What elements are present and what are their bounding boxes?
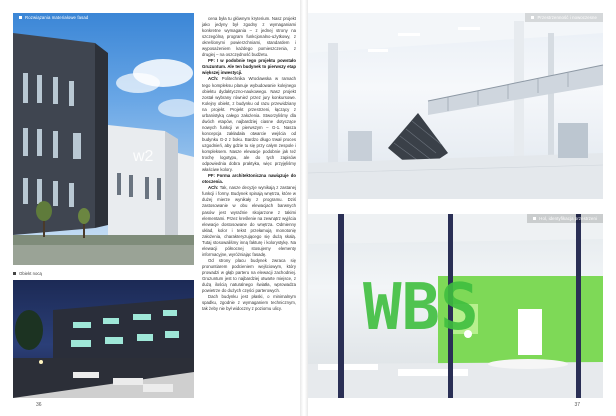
book-gutter <box>300 0 308 416</box>
question-text: PF: I w podobnie tego projektu powstało Gruzuntum. Ale ten budynek to pierwszy etap większej inwestycji. <box>202 58 296 76</box>
article-answer <box>202 185 296 258</box>
answer-label: ACh: <box>208 76 219 82</box>
glass-letters: WBS <box>363 271 479 345</box>
caption-green-text: Hol, identyfikacja przestrzeni <box>539 216 597 221</box>
caption-hall-text: Przestrzenność i nowoczesne <box>537 15 597 20</box>
green-hall-illustration <box>308 214 603 398</box>
page-number-right: 37 <box>574 402 580 408</box>
caption-green <box>527 214 603 223</box>
facade-illustration <box>13 13 194 265</box>
night-illustration <box>13 280 194 398</box>
caption-facade-text: Rozwiązania materiałowe fasad <box>25 15 89 20</box>
answer-text: Politechnika Wrocławska w ramach tego kompleksu planuje wybudowanie kolejnego obiektu dydaktyczno-naukowego. Nasz projekt został wybrany również przez jury konkursowe. Kolejny obiekt, z budynku od razu przewidziany na projekt. Projekt przestrzeni, łączący z urbanistyką całego założenia. Stworzyliśmy dla dwóch etapów, najbardziej ciasne dotyczące nowych funkcji w pierwszym – G-1. Nasza koncepcja zakładała otwarcie wejścia od budynku G-2 z boku. Bardzo długo trwał proces uzgodnień, aby gdzie tu się przy całym zespole i kompleksem. Nasze elewacje podobnie jak też trochę logotypu, ale do tych zapisów odpowiednia dobra praktyka, więc przyjęliśmy właściwe kolory. <box>202 76 296 173</box>
answer-text: Tak, nasze decyzje wynikają z zastanej funkcji i formy. Budynek spinają wnętrza, które w dużej mierze wynikały z programu. Dziś zastosowanie w obu elewacjach barwnych pasów jest wyraźnie skojarzone z takimi elementami. Przez kreślenie na zewnątrz wyjścia elewacje dostosowane do wnętrza. Odmienny układ, kolor i tekst przełamują monotonię założenia, charakteryzującego się dużą skalą. Tutaj stosowaliśmy inną fakturę i kolorystykę. Na elewacji północnej stosujemy elementy informacyjne, wyróżniając fasadę. <box>202 185 296 257</box>
green-hall-photo <box>308 214 603 398</box>
caption-night-text: Obiekt nocą <box>25 274 50 279</box>
article-paragraph: Dach budynku jest płaski, o minimalnym spadku, zgodnie z wymaganiem technicznym, tak żeby nie był widoczny z poziomu ulicy. <box>202 294 296 312</box>
hall-photo <box>308 13 603 199</box>
night-photo <box>13 274 194 398</box>
caption-bullet-icon <box>13 272 16 275</box>
caption-bullet-icon <box>531 16 534 19</box>
article-paragraph: cena była tu głównym kryterium. Nasz projekt jako jedyny był zgodny z wymaganiami konkretne wymagania – z jednej strony na szczególną program funkcjonalno-użytkowy, z określonymi powierzchniami, standardem i wyposażeniem każdego pomieszczenia, z drugiej – na oszczędność budżetu. <box>202 16 296 58</box>
article-text <box>202 16 296 396</box>
caption-facade <box>13 13 94 22</box>
night-caption-label <box>13 271 42 276</box>
facade-photo <box>13 13 194 265</box>
night-caption-label-text: Obiekt nocą <box>19 271 42 276</box>
building-label: w2 <box>133 148 154 165</box>
article-question <box>202 58 296 76</box>
article-paragraph: Od strony placu budynek zwraca się pronuntiarem podcieniem wejściowym, który prowadzi w głąb parteru na elewacji zachodniej. Gruzuntum jest to najbardziej otwarte miejsce, z dużą ilością naturalnego światła, wprowadza powietrze do dużych części parterowych. <box>202 257 296 294</box>
caption-hall <box>525 13 603 22</box>
caption-bullet-icon <box>19 16 22 19</box>
article-answer <box>202 76 296 173</box>
question-text: PF: Forma architektoniczna nawiązuje do otoczenia. <box>202 173 296 185</box>
article-question <box>202 173 296 185</box>
hall-illustration <box>308 13 603 199</box>
caption-bullet-icon <box>533 217 536 220</box>
page-number-left: 36 <box>36 402 42 408</box>
answer-label: ACh: <box>208 185 219 191</box>
